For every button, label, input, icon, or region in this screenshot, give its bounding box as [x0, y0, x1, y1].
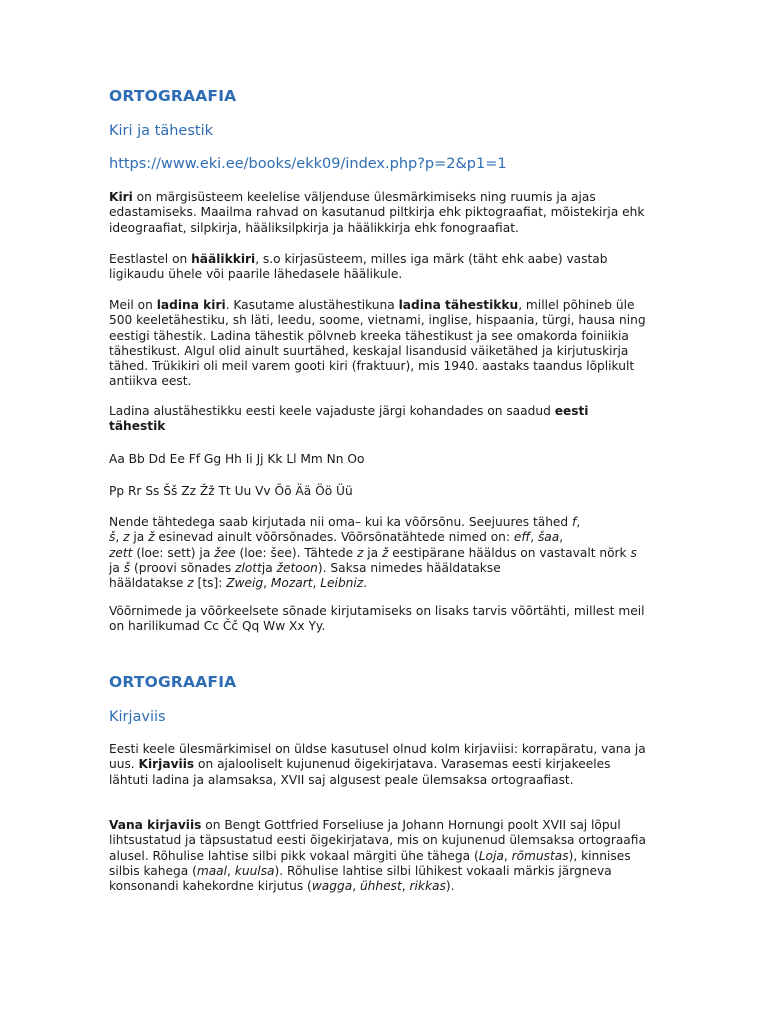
paragraph-text: ). Rõhulise lahtise silbi lühikest vokaali märkis järgneva konsonandi kahekordne kirjutus ( — [109, 863, 612, 894]
italic-term: maal — [196, 863, 228, 878]
paragraph-text: Nende tähtedega saab kirjutada nii oma– kui ka võõrsõnu. Seejuures tähed — [109, 515, 573, 529]
italic-term: rõmustas — [511, 848, 569, 863]
paragraph-text: , — [263, 576, 271, 590]
paragraph-text: Eestlastel on — [109, 252, 192, 266]
bold-term: ladina kiri — [156, 298, 226, 312]
italic-term: Loja — [478, 848, 504, 863]
bold-term: Vana kirjaviis — [109, 818, 202, 832]
paragraph-text: Ladina alustähestikku eesti keele vajaduste järgi kohandades on saadud — [109, 404, 555, 418]
bold-term: ladina tähestikku — [398, 298, 519, 312]
paragraph-kiri — [109, 190, 649, 236]
italic-term: zett — [109, 545, 133, 560]
paragraph-text: ). — [445, 879, 455, 894]
italic-term: žetoon — [276, 560, 318, 575]
italic-term: f — [572, 515, 577, 529]
paragraph-text: on märgisüsteem keelelise väljenduse ülesmärkimiseks ning ruumis ja ajas edastamiseks. Maailma rahvad on kasutanud piltkirja ehk piktograafiat, mõistekirja ehk ideograafiat, silpkirja, hääliksilpkirja ja häälikkirja ehk fonograafiat. — [109, 190, 645, 235]
italic-term: eff — [513, 530, 531, 545]
paragraph-text: , — [559, 530, 564, 545]
paragraph-text: , — [530, 530, 538, 545]
paragraph-voorsonad — [109, 515, 649, 576]
italic-term: wagga — [311, 879, 353, 894]
paragraph-vana-kirjaviis — [109, 818, 649, 894]
italic-term: žee — [214, 545, 236, 560]
bold-term: Kirjaviis — [138, 757, 195, 772]
paragraph-eesti-tahestik — [109, 404, 649, 435]
italic-term: š — [123, 560, 131, 575]
bold-term: eesti tähestik — [109, 404, 589, 434]
paragraph-kirjaviis — [109, 742, 649, 788]
italic-term: s — [630, 545, 637, 560]
paragraph-voortahed: Võõrnimede ja võõrkeelsete sõnade kirjutamiseks on lisaks tarvis võõrtähti, millest meil on harilikumad Cc Čč Qq Ww Xx Yy. — [109, 604, 645, 634]
italic-term: Mozart — [270, 576, 313, 590]
source-link[interactable]: https://www.eki.ee/books/ekk09/index.php?p=2&p1=1 — [109, 156, 507, 172]
italic-term: z — [123, 530, 130, 545]
bold-term: häälikkiri — [191, 252, 256, 266]
paragraph-text: (loe: sett) ja — [132, 545, 215, 560]
italic-term: z — [356, 545, 364, 560]
paragraph-text: , s.o kirjasüsteem, milles iga märk (täht ehk aabe) vastab ligikaudu ühele või paarile lähedasele häälikule. — [109, 252, 608, 282]
paragraph-text: ja — [109, 560, 124, 575]
paragraph-text: (proovi sõnades — [130, 560, 236, 575]
bold-term: Kiri — [109, 190, 133, 204]
paragraph-text: , — [312, 576, 321, 590]
paragraph-text: Meil on — [109, 298, 157, 312]
paragraph-haalikkiri — [109, 252, 649, 283]
italic-term: z — [187, 576, 194, 590]
paragraph-text: . — [363, 576, 368, 590]
italic-term: š — [109, 530, 116, 545]
paragraph-text: ), kinnises silbis kahega ( — [109, 848, 631, 878]
section-heading-2: ORTOGRAAFIA — [109, 673, 237, 691]
paragraph-text: , — [352, 879, 360, 894]
paragraph-text: Eesti keele ülesmärkimisel on üldse kasutusel olnud kolm kirjaviisi: korrapäratu, vana ja uus. — [109, 742, 646, 772]
italic-term: ž — [148, 530, 155, 545]
paragraph-text: [ts]: — [193, 576, 227, 590]
paragraph-ladina-kiri — [109, 298, 649, 390]
paragraph-text: on ajalooliselt kujunenud õigekirjatava. Varasemas eesti kirjakeeles lähtuti ladina ja alamsaksa, XVII saj algusest peale ülemsaksa ortograafiast. — [109, 757, 611, 787]
italic-term: ž — [382, 545, 389, 560]
alphabet-line-2: Pp Rr Ss Šš Zz Žž Tt Uu Vv Õõ Ää Öö Üü — [109, 484, 353, 498]
paragraph-text: ja — [363, 545, 382, 560]
italic-term: Zweig — [226, 576, 264, 590]
italic-term: zlott — [235, 560, 262, 575]
paragraph-text: esinevad ainult võõrsõnades. Võõrsõnatähtede nimed on: — [154, 530, 514, 545]
italic-term: rikkas — [409, 879, 446, 894]
paragraph-voorsonad-cont — [109, 576, 649, 591]
paragraph-text: , — [401, 879, 410, 894]
paragraph-text: ja — [129, 530, 149, 545]
paragraph-text: , millel põhineb üle 500 keeletähestiku, sh läti, leedu, soome, vietnami, inglise, hispaania, türgi, hausa ning eestigi tähestik. Ladina tähestik põlvneb kreeka tähestikust ja see omakorda foiniikia tähestikust. Algul olid ainult suurtähed, keskajal lisandusid väiketähed ja kirjutuskirja tähed. Trükikiri oli meil varem gooti kiri (fraktuur), mis 1940. aastaks taandus lõplikult antiikva eest. — [109, 298, 646, 389]
paragraph-text: hääldatakse — [109, 576, 188, 590]
italic-term: ühhest — [359, 879, 402, 894]
italic-term: Leibniz — [320, 576, 364, 590]
paragraph-text: . Kasutame alustähestikuna — [225, 298, 399, 312]
paragraph-text: eestipärane hääldus on vastavalt nõrk — [388, 545, 631, 560]
italic-term: kuulsa — [234, 863, 275, 878]
section-subheading: Kiri ja tähestik — [109, 123, 214, 139]
section-heading: ORTOGRAAFIA — [109, 87, 237, 105]
paragraph-text: , — [503, 848, 512, 863]
section-subheading-2: Kirjaviis — [109, 709, 166, 725]
paragraph-text: on Bengt Gottfried Forseliuse ja Johann Hornungi poolt XVII saj lõpul lihtsustatud ja täpsustatud eesti õigekirjatava, mis on kujunenud ülemsaksa ortograafia alusel. Rõhulise lahtise silbi pikk vokaal märgiti ühe tähega ( — [109, 818, 646, 863]
paragraph-text: ja — [261, 560, 277, 575]
paragraph-text: ). Saksa nimedes hääldatakse — [317, 560, 501, 575]
paragraph-text: , — [227, 863, 235, 878]
paragraph-text: (loe: šee). Tähtede — [235, 545, 357, 560]
paragraph-text: , — [115, 530, 124, 545]
alphabet-line-1: Aa Bb Dd Ee Ff Gg Hh Ii Jj Kk Ll Mm Nn Oo — [109, 452, 365, 466]
paragraph-text: , — [576, 515, 581, 529]
italic-term: šaa — [537, 530, 560, 545]
